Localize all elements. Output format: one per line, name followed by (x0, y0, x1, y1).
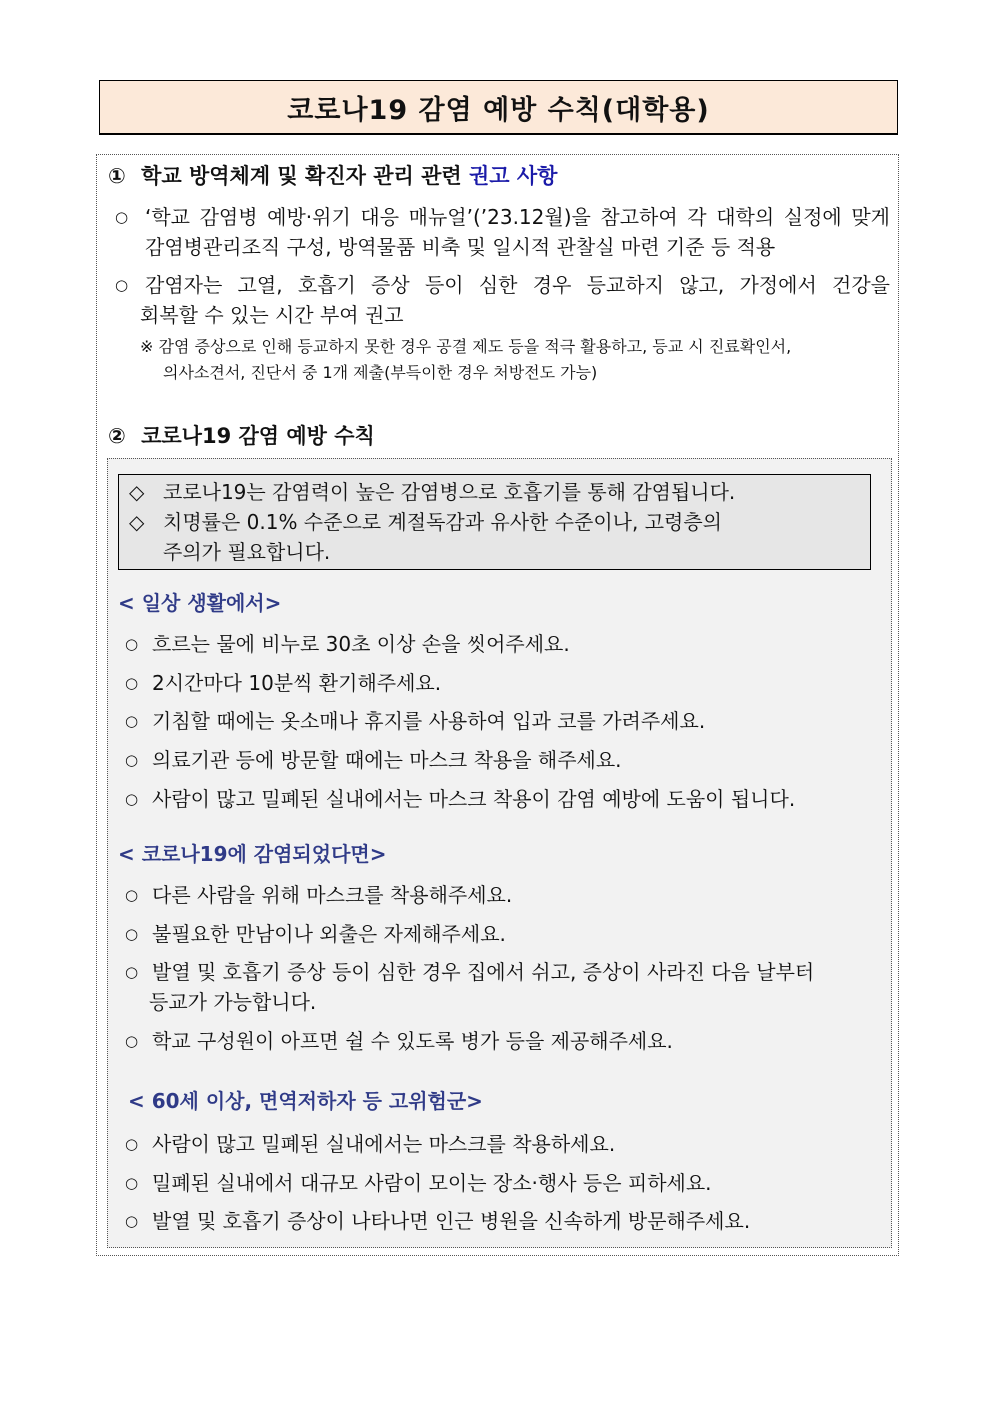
list-item-text: 불필요한 만남이나 외출은 자제해주세요. (152, 922, 506, 946)
list-item-text: 흐르는 물에 비누로 30초 이상 손을 씻어주세요. (152, 632, 570, 656)
list-item (125, 784, 885, 814)
bullet-icon: ○ (115, 276, 129, 294)
bullet-icon: ○ (125, 963, 139, 981)
bullet-icon: ○ (125, 1212, 139, 1230)
list-item-text: 사람이 많고 밀폐된 실내에서는 마스크를 착용하세요. (152, 1132, 616, 1156)
section1-heading (108, 160, 557, 190)
notice-row (129, 537, 862, 567)
list-item (125, 706, 885, 736)
if-infected-title: < 코로나19에 감염되었다면> (118, 842, 387, 866)
bullet-icon: ○ (125, 635, 139, 653)
section1-heading-text: 학교 방역체계 및 확진자 관리 관련 (141, 164, 462, 188)
list-item (125, 1026, 885, 1056)
list-item (125, 745, 885, 775)
list-item-text: 다른 사람을 위해 마스크를 착용해주세요. (152, 883, 513, 907)
bullet-icon: ○ (125, 712, 139, 730)
page-title: 코로나19 감염 예방 수칙(대학용) (99, 80, 898, 134)
list-item-text: 사람이 많고 밀폐된 실내에서는 마스크 착용이 감염 예방에 도움이 됩니다. (152, 787, 796, 811)
list-item (125, 1168, 885, 1198)
diamond-icon: ◇ (129, 480, 145, 504)
note-line: ※ 감염 증상으로 인해 등교하지 못한 경우 공결 제도 등을 적극 활용하고, 등교 시 진료확인서, (140, 337, 792, 356)
section1-note (140, 334, 890, 386)
diamond-icon: ◇ (129, 510, 145, 534)
bullet-icon: ○ (115, 208, 129, 226)
high-risk-title: < 60세 이상, 면역저하자 등 고위험군> (128, 1089, 483, 1113)
notice-text: 주의가 필요합니다. (163, 540, 331, 564)
list-item-text: 의료기관 등에 방문할 때에는 마스크 착용을 해주세요. (152, 748, 622, 772)
section2-heading (108, 420, 375, 450)
notice-text: 코로나19는 감염력이 높은 감염병으로 호흡기를 통해 감염됩니다. (163, 480, 736, 504)
section1-heading-highlight: 권고 사항 (468, 164, 558, 188)
list-item (125, 957, 885, 1017)
notice-row (129, 507, 862, 537)
paragraph-line: 회복할 수 있는 시간 부여 권고 (140, 303, 404, 327)
section2-heading-text: 코로나19 감염 예방 수칙 (141, 424, 375, 448)
section1-paragraph-1 (115, 202, 890, 262)
list-item (125, 1129, 885, 1159)
notice-row (129, 477, 862, 507)
paragraph-line: 감염병관리조직 구성, 방역물품 비축 및 일시적 관찰실 마련 기준 등 적용 (145, 235, 776, 259)
list-item (125, 629, 885, 659)
bullet-icon: ○ (125, 674, 139, 692)
list-item-text: 학교 구성원이 아프면 쉴 수 있도록 병가 등을 제공해주세요. (152, 1029, 673, 1053)
key-notice-box (118, 474, 871, 570)
list-item-text: 등교가 가능합니다. (149, 990, 317, 1014)
list-item-text: 발열 및 호흡기 증상이 나타나면 인근 병원을 신속하게 방문해주세요. (152, 1209, 751, 1233)
list-item-text: 발열 및 호흡기 증상 등이 심한 경우 집에서 쉬고, 증상이 사라진 다음 날부터 (152, 960, 815, 984)
list-item (125, 668, 885, 698)
list-item-text: 기침할 때에는 옷소매나 휴지를 사용하여 입과 코를 가려주세요. (152, 709, 706, 733)
bullet-icon: ○ (125, 1174, 139, 1192)
section1-number: ① (108, 164, 126, 188)
list-item (125, 1206, 885, 1236)
list-item (125, 919, 885, 949)
section2-number: ② (108, 424, 126, 448)
bullet-icon: ○ (125, 1032, 139, 1050)
note-line: 의사소견서, 진단서 중 1개 제출(부득이한 경우 처방전도 가능) (163, 363, 598, 382)
section1-paragraph-2 (115, 270, 890, 330)
bullet-icon: ○ (125, 1135, 139, 1153)
list-item (125, 880, 885, 910)
bullet-icon: ○ (125, 751, 139, 769)
bullet-icon: ○ (125, 925, 139, 943)
notice-text: 치명률은 0.1% 수준으로 계절독감과 유사한 수준이나, 고령층의 (163, 510, 722, 534)
bullet-icon: ○ (125, 790, 139, 808)
paragraph-line: 감염자는 고열, 호흡기 증상 등이 심한 경우 등교하지 않고, 가정에서 건강을 (145, 273, 890, 297)
bullet-icon: ○ (125, 886, 139, 904)
paragraph-line: ‘학교 감염병 예방·위기 대응 매뉴얼’(’23.12월)을 참고하여 각 대학의 실정에 맞게 (145, 205, 890, 229)
list-item-text: 2시간마다 10분씩 환기해주세요. (152, 671, 442, 695)
list-item-text: 밀폐된 실내에서 대규모 사람이 모이는 장소·행사 등은 피하세요. (152, 1171, 712, 1195)
daily-life-title: < 일상 생활에서> (118, 591, 282, 615)
